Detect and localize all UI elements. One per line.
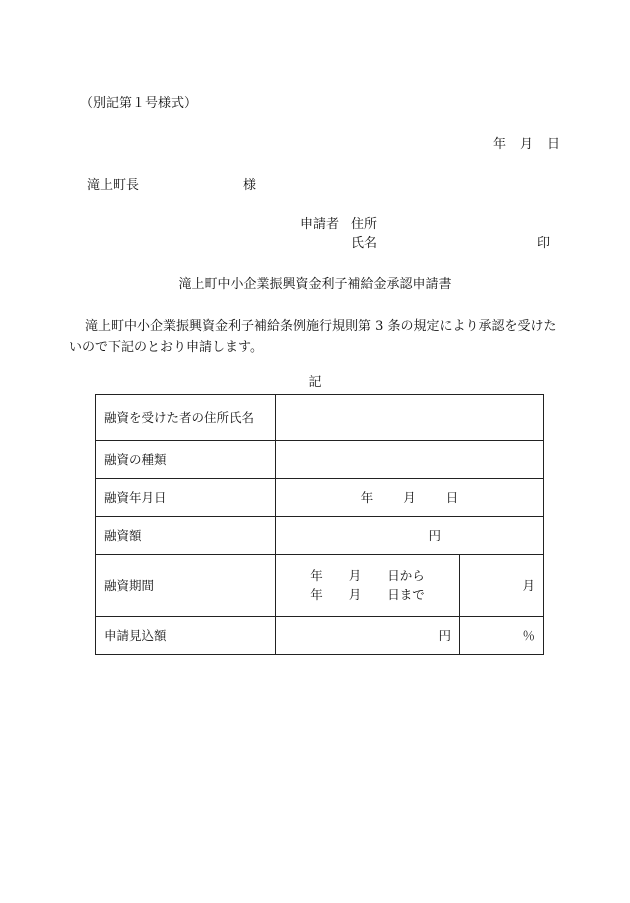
- applied-rate-field[interactable]: [460, 617, 544, 655]
- loan-period-label: 融資期間: [96, 555, 276, 617]
- from-day: 日から: [387, 568, 425, 583]
- from-year: 年: [310, 568, 323, 583]
- body-text: 滝上町中小企業振興資金利子補給条例施行規則第 3 条の規定により承認を受けたいので下記のとおり申請します。: [69, 319, 557, 355]
- applicant-address-line: [300, 217, 377, 233]
- loan-amount-field[interactable]: [276, 517, 544, 555]
- applicant-name-label: 氏名: [351, 236, 378, 251]
- borrower-field[interactable]: [276, 395, 544, 441]
- addressee-name: 滝上町長: [87, 178, 140, 193]
- loan-date-label: 融資年月日: [96, 479, 276, 517]
- loan-amount-unit: 円: [428, 527, 441, 543]
- application-date: [493, 137, 560, 153]
- loan-period-months-unit: 月: [522, 577, 535, 593]
- applied-amount-field[interactable]: [276, 617, 460, 655]
- applicant-address-label: 住所: [351, 217, 378, 232]
- loan-amount-label: 融資額: [96, 517, 276, 555]
- applicant-label: 申請者: [300, 217, 340, 232]
- applied-amount-label: 申請見込額: [96, 617, 276, 655]
- to-year: 年: [310, 587, 323, 602]
- date-month: 月: [520, 137, 534, 152]
- table-row: [96, 517, 544, 555]
- to-day: 日まで: [387, 587, 425, 602]
- addressee-honorific: 様: [243, 178, 257, 193]
- loan-type-label: 融資の種類: [96, 441, 276, 479]
- date-day: 日: [547, 137, 561, 152]
- loan-date-day: 日: [445, 489, 459, 505]
- ki-heading: 記: [308, 375, 322, 390]
- from-month: 月: [348, 568, 362, 583]
- applied-rate-percent: ％: [522, 627, 535, 643]
- document-title: 滝上町中小企業振興資金利子補給金承認申請書: [178, 277, 452, 292]
- loan-type-field[interactable]: [276, 441, 544, 479]
- table-row: [96, 395, 544, 441]
- table-row: [96, 441, 544, 479]
- to-month: 月: [348, 587, 362, 602]
- loan-period-months-field[interactable]: [460, 555, 544, 617]
- date-year: 年: [493, 137, 507, 152]
- table-row: [96, 555, 544, 617]
- loan-period-to: [284, 587, 451, 603]
- addressee: [87, 178, 257, 194]
- seal-mark: 印: [537, 236, 551, 251]
- table-row: [96, 617, 544, 655]
- loan-date-month: 月: [403, 489, 416, 505]
- loan-date-field[interactable]: [276, 479, 544, 517]
- borrower-label: 融資を受けた者の住所氏名: [96, 395, 276, 441]
- table-row: [96, 479, 544, 517]
- loan-period-dates-field[interactable]: [276, 555, 460, 617]
- loan-period-from: [284, 568, 451, 584]
- form-number: （別記第１号様式）: [80, 96, 198, 111]
- loan-date-year: 年: [360, 489, 374, 505]
- applied-amount-unit: 円: [438, 627, 451, 643]
- application-details-table: [95, 394, 544, 655]
